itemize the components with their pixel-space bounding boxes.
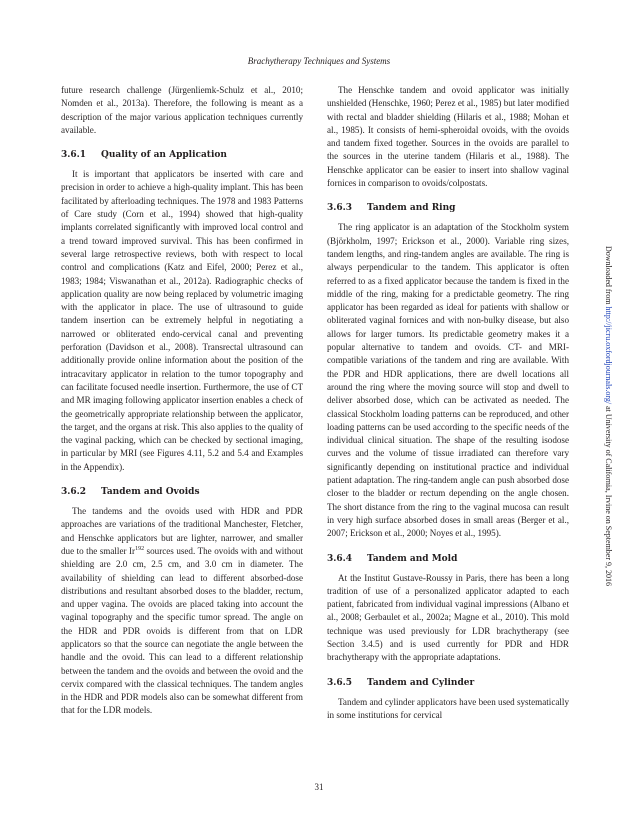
download-prefix: Downloaded from [604, 246, 613, 307]
isotope-mass-number: 192 [135, 545, 145, 552]
section-number: 3.6.3 [327, 203, 353, 214]
section-number: 3.6.2 [61, 487, 87, 498]
page-number: 31 [314, 782, 324, 792]
isotope-symbol: Ir [129, 545, 136, 556]
text-segment: The tandems and the ovoids used with HDR and PDR approaches are variations of the traditional Manchester, Fletcher, and Henschke applicators but are lighter, narrower, and smaller due to the smaller [61, 506, 303, 556]
right-column [327, 84, 569, 722]
section-heading-3-6-4 [327, 553, 569, 565]
left-column [61, 84, 303, 718]
text-segment: sources used. The ovoids with and without shielding are 2.0 cm, 2.5 cm, and 3.0 cm in diameter. The availability of shielding can lead to different absorbed-dose distributions and resultant absorbed doses to the bladder, rectum, and upper vagina. The ovoids are placed taking into account the vaginal topography and the specific tumor spread. The angle on the HDR and PDR ovoids is different from that on LDR applicators so that the source can negotiate the angle between the handle and the ovoid. This can lead to a different relationship between the tandem and the ovoids and between the ovoid and the cervix compared with the classical techniques. The tandem angles in the HDR and PDR models also can be somewhat different from that for the LDR models. [61, 545, 303, 716]
running-header: Brachytherapy Techniques and Systems [247, 56, 391, 66]
intro-paragraph: future research challenge (Jürgenliemk-Schulz et al., 2010; Nomden et al., 2013a). Therefore, the following is meant as a description of the major various application techniques currently available. [61, 85, 303, 135]
section-heading-3-6-1 [61, 149, 303, 161]
journal-link[interactable]: http://jicru.oxfordjournals.org/ [604, 306, 613, 405]
paragraph-henschke: The Henschke tandem and ovoid applicator was initially unshielded (Henschke, 1960; Perez et al., 1985) but later modified with rectal and bladder shielding (Hilaris et al., 1988; Mohan et al., 1985). It consists of hemi-spheroidal ovoids, with the ovoids and tandem fixed together. Sources in the ovoids are parallel to the sources in the uterine tandem (Hilaris et al., 1988). The Henschke applicator can be easier to insert into shallow vaginal fornices in comparison to ovoids/colpostats. [327, 85, 569, 189]
section-number: 3.6.5 [327, 677, 353, 688]
paragraph-tandem-mold: At the Institut Gustave-Roussy in Paris, there has been a long tradition of use of a personalized applicator adapted to each patient, fabricated from individual vaginal impressions (Albano et al., 2008; Gerbaulet et al., 2002a; Magne et al., 2010). This mold technique was used previously for LDR brachytherapy (see Section 3.4.5) and is used currently for PDR and HDR brachytherapy with the appropriate adaptations. [327, 572, 569, 663]
download-notice [601, 246, 613, 646]
section-title: Tandem and Ring [367, 203, 456, 214]
paragraph-tandem-ovoids [61, 505, 303, 718]
section-title: Quality of an Application [101, 150, 227, 161]
paragraph-quality: It is important that applicators be inserted with care and precision in order to achieve a high-quality implant. This has been facilitated by afterloading techniques. The 1978 and 1983 Patterns of Care study (Corn et al., 1994) showed that high-quality implants correlated significantly with improved local control and a trend toward improved survival. This has been confirmed in several large retrospective reviews, both with respect to local control and complications (Katz and Eifel, 2000; Perez et al., 1983; 1984; Viswanathan et al., 2012a). Radiographic checks of application quality are now being replaced by volumetric imaging with the applicator in place. The use of ultrasound to guide tandem insertion can be extremely helpful in negotiating a narrowed or obliterated endo-cervical canal and preventing perforation (Davidson et al., 2008). Transrectal ultrasound can additionally provide online information about the position of the intracavitary applicator in relation to the tumor topography and can facilitate focused needle insertion. Furthermore, the use of CT and MR imaging following applicator insertion enables a check of the geometrically appropriate relationship between the applicator, the target, and the organs at risk. This also applies to the quality of the vaginal packing, which can be checked by sectional imaging, in particular by MRI (see Figures 4.11, 5.2 and 5.4 and Examples in the Appendix). [61, 169, 303, 472]
download-suffix: at University of California, Irvine on September 9, 2016 [604, 404, 613, 587]
section-title: Tandem and Cylinder [367, 677, 475, 688]
section-number: 3.6.4 [327, 553, 353, 564]
paragraph-tandem-ring: The ring applicator is an adaptation of the Stockholm system (Björkholm, 1997; Erickson et al., 2000). Variable ring sizes, tandem lengths, and ring-tandem angles are available. The ring is always perpendicular to the tandem. This applicator is often referred to as a fixed applicator because the tandem is fixed in the middle of the ring, making for a predictable geometry. The ring applicator has been regarded as ideal for patients with shallow or obliterated vaginal fornices and with non-bulky disease, but also allows for larger tumors. Its predictable geometry makes it a popular alternative to tandem and ovoids. CT- and MRI-compatible variations of the tandem and ring are available. With the PDR and HDR applications, there are dwell locations all around the ring where the moving source will stop and dwell to deliver absorbed dose, which can be activated as needed. The classical Stockholm loading patterns can be reproduced, and other loading patterns can be used according to the specific needs of the individual clinical situation. The shape of the resulting isodose curves and the volume of tissue irradiated can therefore vary significantly depending on institutional practice and individual patient adaptation. The ring-tandem angle can push absorbed dose closer to the bladder or rectum depending on the angle chosen. The short distance from the ring to the vaginal mucosa can result in very high surface absorbed doses in small areas (Berger et al., 2007; Erickson et al., 2000; Noyes et al., 1995). [327, 222, 569, 539]
section-heading-3-6-2 [61, 486, 303, 498]
section-title: Tandem and Ovoids [101, 487, 200, 498]
section-number: 3.6.1 [61, 150, 87, 161]
paragraph-tandem-cylinder: Tandem and cylinder applicators have been used systematically in some institutions for cervical [327, 696, 569, 720]
section-title: Tandem and Mold [367, 553, 458, 564]
section-heading-3-6-5 [327, 677, 569, 689]
section-heading-3-6-3 [327, 202, 569, 214]
